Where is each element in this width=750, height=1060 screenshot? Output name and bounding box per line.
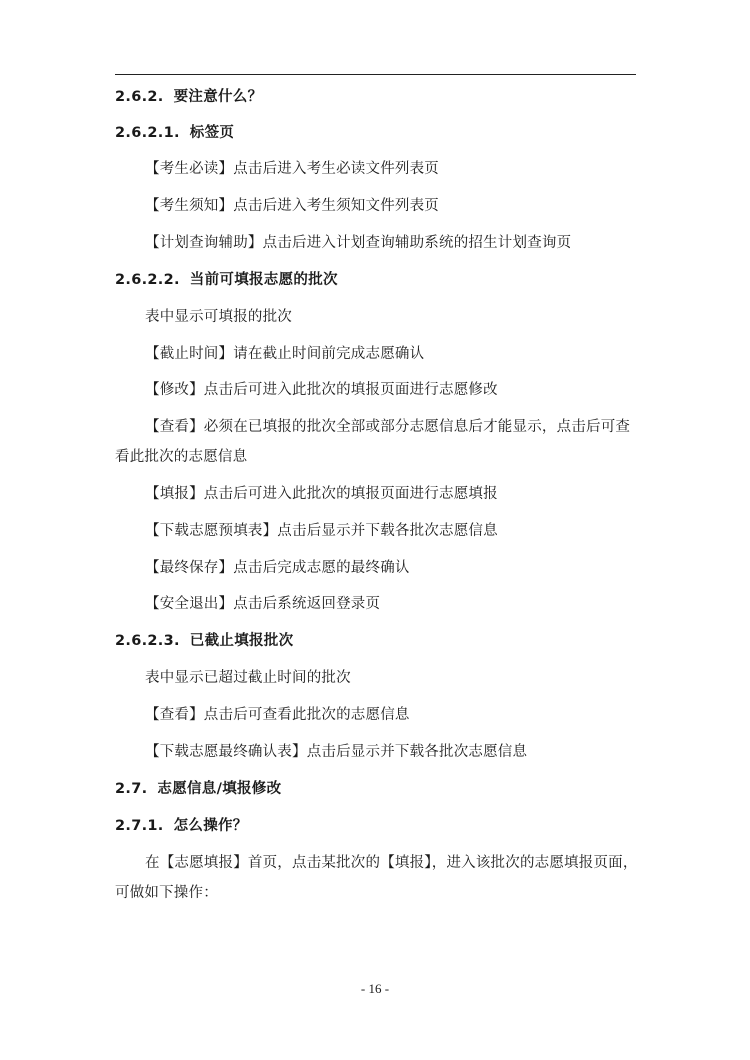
paragraph-modify: 【修改】点击后可进入此批次的填报页面进行志愿修改 (145, 382, 498, 398)
page-number: - 16 - (360, 981, 390, 996)
heading-number: 2.6.2.1. (115, 125, 180, 141)
heading-2-6-2-3 (115, 633, 293, 650)
paragraph-view-closed: 【查看】点击后可查看此批次的志愿信息 (145, 707, 410, 723)
paragraph-safe-exit: 【安全退出】点击后系统返回登录页 (145, 596, 381, 612)
paragraph-fill: 【填报】点击后可进入此批次的填报页面进行志愿填报 (145, 486, 498, 502)
heading-text: 志愿信息/填报修改 (157, 781, 282, 797)
heading-2-7 (115, 781, 281, 798)
heading-text: 已截止填报批次 (189, 633, 294, 649)
heading-text: 当前可填报志愿的批次 (189, 272, 338, 288)
paragraph-operation-line1: 在【志愿填报】首页，点击某批次的【填报】，进入该批次的志愿填报页面， (145, 855, 638, 871)
paragraph-deadline: 【截止时间】请在截止时间前完成志愿确认 (145, 346, 425, 362)
paragraph-table-current: 表中显示可填报的批次 (145, 309, 292, 325)
paragraph-jihua-chaxun: 【计划查询辅助】点击后进入计划查询辅助系统的招生计划查询页 (145, 235, 572, 251)
heading-number: 2.7. (115, 781, 148, 797)
heading-2-7-1 (115, 818, 248, 835)
heading-number: 2.7.1. (115, 818, 164, 834)
paragraph-download-prefill: 【下载志愿预填表】点击后显示并下载各批次志愿信息 (145, 523, 498, 539)
heading-number: 2.6.2. (115, 89, 164, 105)
heading-text: 标签页 (189, 125, 235, 141)
heading-2-6-2-1 (115, 125, 234, 142)
paragraph-operation-line2: 可做如下操作： (115, 885, 218, 901)
paragraph-kaosheng-xuzhi: 【考生须知】点击后进入考生须知文件列表页 (145, 198, 439, 214)
paragraph-download-final: 【下载志愿最终确认表】点击后显示并下载各批次志愿信息 (145, 744, 528, 760)
header-rule (115, 74, 636, 75)
paragraph-kaosheng-bidu: 【考生必读】点击后进入考生必读文件列表页 (145, 161, 439, 177)
heading-2-6-2-2 (115, 272, 338, 289)
heading-text: 怎么操作？ (173, 818, 248, 834)
paragraph-table-closed: 表中显示已超过截止时间的批次 (145, 670, 351, 686)
heading-text: 要注意什么？ (173, 89, 263, 105)
paragraph-view-line2: 看此批次的志愿信息 (115, 449, 248, 465)
heading-number: 2.6.2.2. (115, 272, 180, 288)
heading-number: 2.6.2.3. (115, 633, 180, 649)
paragraph-view-line1: 【查看】必须在已填报的批次全部或部分志愿信息后才能显示，点击后可查 (145, 419, 631, 435)
paragraph-final-save: 【最终保存】点击后完成志愿的最终确认 (145, 560, 410, 576)
heading-2-6-2 (115, 89, 262, 106)
